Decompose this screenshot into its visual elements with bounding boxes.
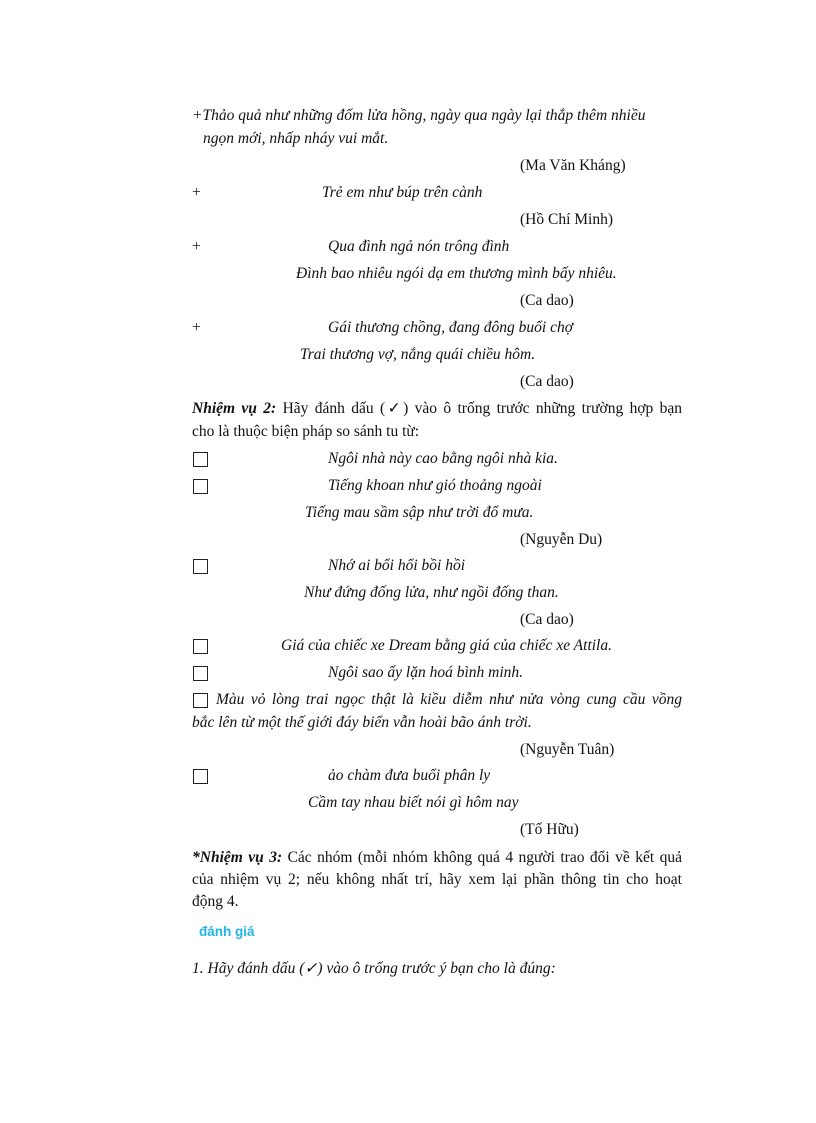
author-ca-dao: (Ca dao) — [520, 611, 574, 628]
option-checkbox[interactable] — [193, 452, 208, 467]
author-nguyen-du: (Nguyễn Du) — [520, 531, 603, 548]
example-4-line-2: Trai thương vợ, nắng quái chiều hôm. — [300, 346, 536, 363]
example-text: Thảo quả như những đốm lửa hồng, ngày qua ngày lại thắp thêm nhiều — [202, 107, 646, 124]
option-checkbox[interactable] — [193, 693, 208, 708]
evaluation-heading: đánh giá — [199, 924, 255, 939]
task2-title: Nhiệm vụ 2: — [192, 400, 277, 417]
option-7-line-1: ảo chàm đưa buổi phân ly — [328, 767, 491, 784]
author-nguyen-tuan: (Nguyễn Tuân) — [520, 741, 615, 758]
author-ho-chi-minh: (Hồ Chí Minh) — [520, 211, 613, 228]
bullet: + — [192, 238, 201, 255]
bullet: + — [192, 319, 201, 336]
author-to-huu: (Tố Hữu) — [520, 821, 579, 838]
task2-paragraph-line-1 — [192, 398, 682, 420]
author-ca-dao: (Ca dao) — [520, 373, 574, 390]
author-ca-dao: (Ca dao) — [520, 292, 574, 309]
example-1-line-1 — [192, 106, 645, 126]
bullet: + — [192, 184, 201, 201]
task3-paragraph-line-3: động 4. — [192, 893, 239, 910]
option-checkbox[interactable] — [193, 639, 208, 654]
option-6-line-1: Màu vỏ lòng trai ngọc thật là kiều diễm như nửa vòng cung cầu vồng — [216, 691, 682, 708]
task3-text: Các nhóm (mỗi nhóm không quá 4 người trao đổi về kết quả — [287, 849, 683, 866]
option-checkbox[interactable] — [193, 666, 208, 681]
task2-paragraph-line-2: cho là thuộc biện pháp so sánh tu từ: — [192, 423, 420, 440]
option-2-line-1: Tiếng khoan như gió thoảng ngoài — [328, 477, 542, 494]
example-3-line-1: Qua đình ngả nón trông đình — [328, 238, 510, 255]
example-1-line-2: ngọn mới, nhấp nháy vui mắt. — [203, 130, 389, 147]
task3-title: *Nhiệm vụ 3: — [192, 849, 283, 866]
evaluation-question-1: 1. Hãy đánh dấu (✓) vào ô trống trước ý bạn cho là đúng: — [192, 960, 556, 977]
option-checkbox[interactable] — [193, 559, 208, 574]
option-5-text: Ngôi sao ấy lặn hoá bình minh. — [328, 664, 524, 681]
task2-text: Hãy đánh dấu (✓) vào ô trống trước những trường hợp bạn — [282, 400, 683, 417]
example-4-line-1: Gái thương chồng, đang đông buổi chợ — [328, 319, 573, 336]
option-6-line-2: bắc lên từ một thế giới đáy biển vẫn hoài bão ánh trời. — [192, 714, 532, 731]
bullet: + — [192, 107, 203, 124]
option-3-line-1: Nhớ ai bổi hổi bồi hồi — [328, 557, 466, 574]
author-ma-van-khang: (Ma Văn Kháng) — [520, 157, 626, 174]
option-7-line-2: Cầm tay nhau biết nói gì hôm nay — [308, 794, 519, 811]
option-1-text: Ngôi nhà này cao bằng ngôi nhà kia. — [328, 450, 558, 467]
task3-paragraph-line-1 — [192, 847, 682, 869]
example-3-line-2: Đình bao nhiêu ngói dạ em thương mình bấy nhiêu. — [296, 265, 617, 282]
option-checkbox[interactable] — [193, 479, 208, 494]
option-4-text: Giá của chiếc xe Dream bằng giá của chiếc xe Attila. — [281, 637, 612, 654]
option-2-line-2: Tiếng mau sầm sập như trời đổ mưa. — [305, 504, 534, 521]
example-2-line-1: Trẻ em như búp trên cành — [322, 184, 483, 201]
option-3-line-2: Như đứng đống lửa, như ngồi đống than. — [304, 584, 559, 601]
task3-paragraph-line-2: của nhiệm vụ 2; nếu không nhất trí, hãy xem lại phần thông tin cho hoạt — [192, 871, 682, 888]
option-checkbox[interactable] — [193, 769, 208, 784]
